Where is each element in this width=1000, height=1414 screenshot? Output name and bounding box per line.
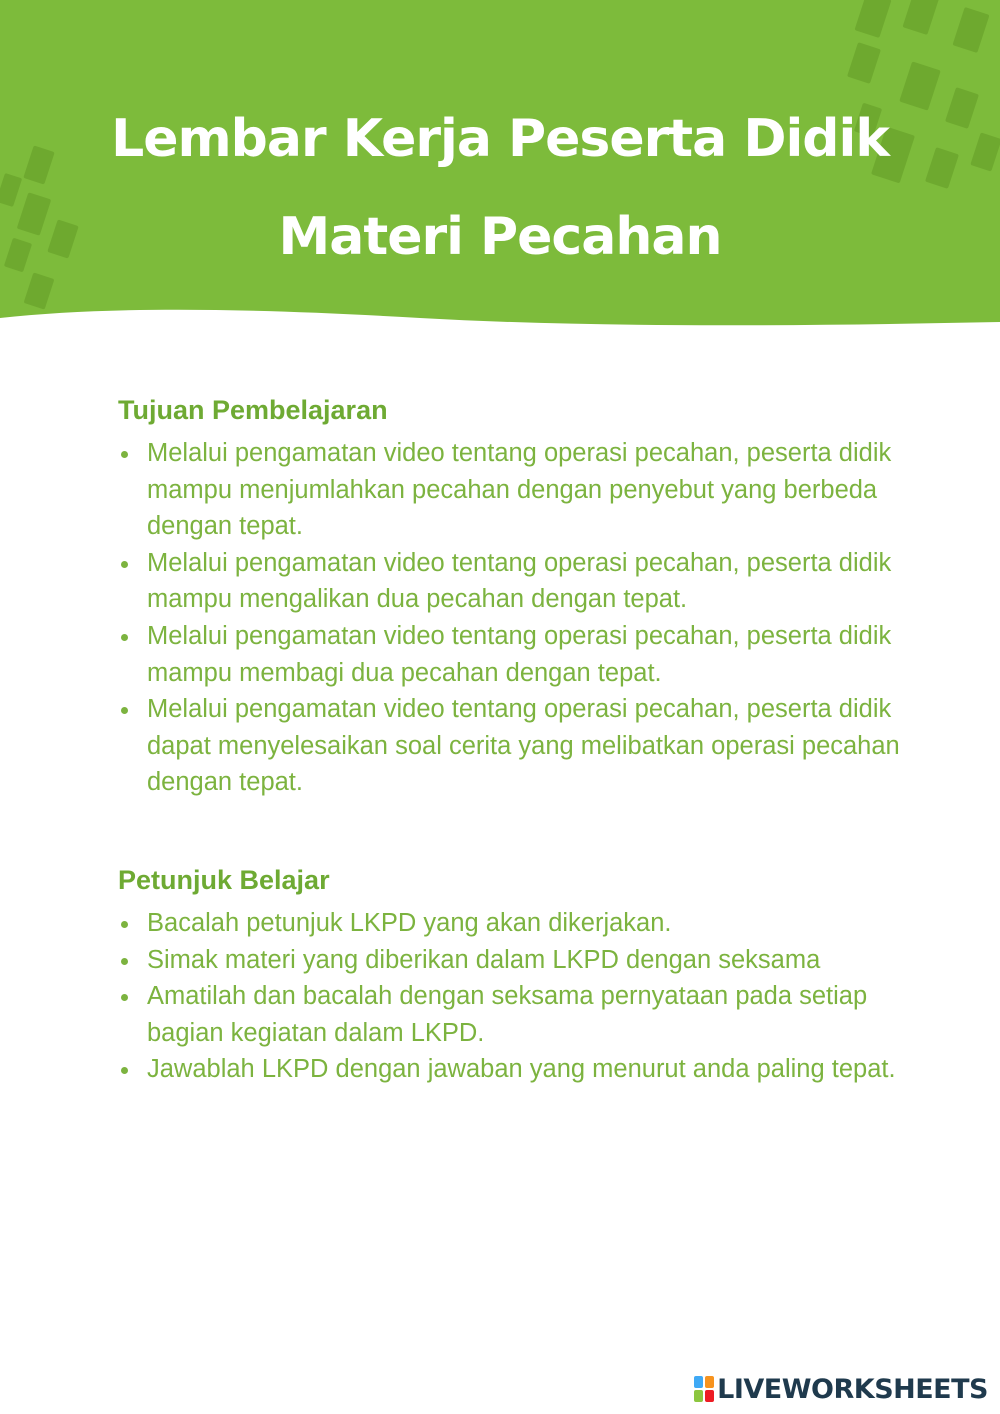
list-item: Jawablah LKPD dengan jawaban yang menurut anda paling tepat. [118,1051,918,1088]
petunjuk-list [118,905,918,1088]
section-heading-petunjuk: Petunjuk Belajar [118,865,330,895]
header-banner [0,0,1000,330]
page-title [0,90,1000,286]
section-petunjuk-belajar [118,863,918,1088]
list-item: Melalui pengamatan video tentang operasi pecahan, peserta didik mampu menjumlahkan pecahan dengan penyebut yang berbeda dengan tepat. [118,435,918,545]
list-item: Amatilah dan bacalah dengan seksama pernyataan pada setiap bagian kegiatan dalam LKPD. [118,978,918,1051]
liveworksheets-logo[interactable] [694,1372,988,1406]
list-item: Melalui pengamatan video tentang operasi pecahan, peserta didik dapat menyelesaikan soal cerita yang melibatkan operasi pecahan dengan tepat. [118,691,918,801]
section-heading-tujuan: Tujuan Pembelajaran [118,395,388,425]
section-tujuan-pembelajaran [118,393,918,801]
list-item: Simak materi yang diberikan dalam LKPD dengan seksama [118,942,918,979]
title-line-1: Lembar Kerja Peserta Didik [111,109,889,169]
list-item: Bacalah petunjuk LKPD yang akan dikerjakan. [118,905,918,942]
list-item: Melalui pengamatan video tentang operasi pecahan, peserta didik mampu mengalikan dua pecahan dengan tepat. [118,545,918,618]
logo-text: LIVEWORKSHEETS [717,1373,988,1405]
liveworksheets-logo-icon [694,1376,714,1402]
title-line-2: Materi Pecahan [278,207,722,267]
tujuan-list [118,435,918,801]
list-item: Melalui pengamatan video tentang operasi pecahan, peserta didik mampu membagi dua pecahan dengan tepat. [118,618,918,691]
